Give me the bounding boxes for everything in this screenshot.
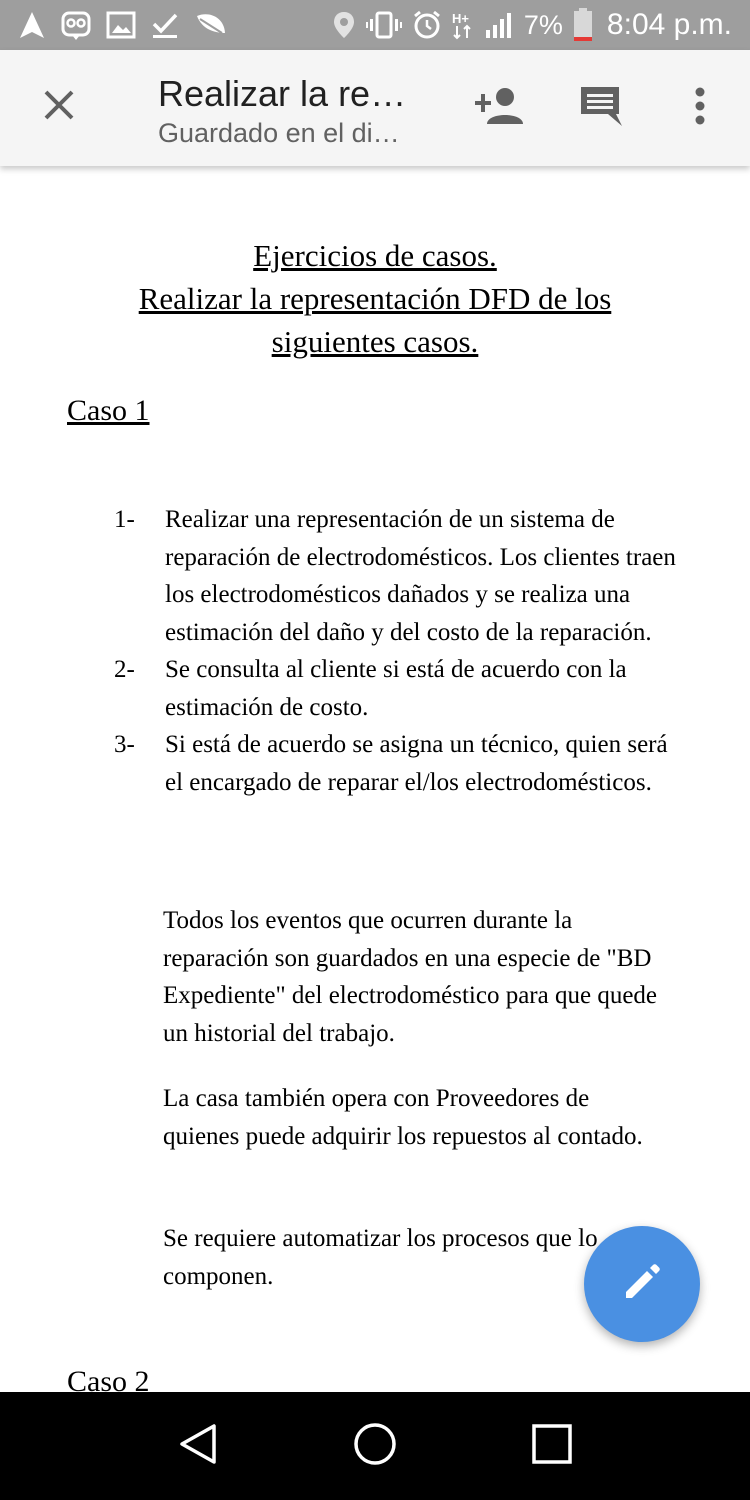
- edit-fab-button[interactable]: [584, 1226, 700, 1342]
- list-number: 1-: [114, 506, 135, 533]
- paragraph-suppliers: La casa también opera con Proveedores de quienes puede adquirir los repuestos al contado.: [163, 1085, 643, 1150]
- list-item: [114, 726, 684, 801]
- data-hplus-icon: [452, 10, 474, 40]
- alarm-icon: [412, 10, 442, 40]
- heading-line-3: siguientes casos.: [271, 324, 479, 359]
- list-number: 3-: [114, 731, 135, 758]
- system-nav-bar: [0, 1392, 750, 1500]
- comment-icon: [578, 84, 622, 133]
- list-number: 2-: [114, 656, 135, 683]
- comments-button[interactable]: [572, 80, 628, 136]
- check-done-icon: [150, 10, 180, 40]
- assistant-face-icon: [60, 9, 92, 41]
- back-triangle-icon: [178, 1423, 218, 1470]
- pencil-icon: [620, 1260, 664, 1309]
- numbered-list: [114, 501, 684, 801]
- recents-square-icon: [531, 1423, 573, 1470]
- home-circle-icon: [353, 1422, 397, 1471]
- close-icon: [42, 88, 76, 127]
- document-title: Realizar la re…: [158, 73, 407, 114]
- list-item: [114, 651, 684, 726]
- heading-line-2: Realizar la representación DFD de los: [138, 281, 612, 316]
- vibrate-icon: [366, 10, 402, 40]
- back-button[interactable]: [158, 1406, 238, 1486]
- svg-text:H+: H+: [451, 11, 469, 26]
- document-title-area[interactable]: [158, 72, 428, 150]
- status-bar: [0, 0, 750, 50]
- status-clock: 8:04 p.m.: [606, 8, 732, 41]
- app-bar: [0, 50, 750, 166]
- document-body[interactable]: [0, 166, 750, 1392]
- battery-low-icon: [573, 8, 593, 42]
- list-item: [114, 501, 684, 651]
- more-vert-icon: [694, 86, 706, 131]
- battery-percent: 7%: [523, 9, 563, 40]
- heading-line-1: Ejercicios de casos.: [253, 238, 497, 273]
- home-button[interactable]: [335, 1406, 415, 1486]
- image-icon: [106, 10, 136, 40]
- list-text: Si está de acuerdo se asigna un técnico, quien será el encargado de reparar el/los electrodomésticos.: [165, 731, 668, 796]
- leaf-icon: [194, 11, 228, 39]
- more-options-button[interactable]: [672, 80, 728, 136]
- navigation-arrow-icon: [18, 10, 46, 40]
- save-status: Guardado en el di…: [158, 118, 400, 148]
- case-2-label: Caso 2: [67, 1365, 150, 1392]
- close-button[interactable]: [30, 78, 88, 136]
- paragraph-events: Todos los eventos que ocurren durante la reparación son guardados en una especie de "BD Expediente" del electrodoméstico para que quede un historial del trabajo.: [163, 907, 658, 1047]
- recents-button[interactable]: [512, 1406, 592, 1486]
- document-heading: [0, 234, 750, 363]
- list-text: Se consulta al cliente si está de acuerdo con la estimación de costo.: [165, 656, 627, 721]
- signal-icon: [484, 10, 514, 40]
- list-text: Realizar una representación de un sistema de reparación de electrodomésticos. Los clientes traen los electrodomésticos dañados y se realiza una estimación del daño y del costo de la reparación.: [165, 506, 676, 646]
- paragraph-automation: Se requiere automatizar los procesos que lo componen.: [163, 1225, 598, 1290]
- share-button[interactable]: [472, 80, 528, 136]
- add-person-icon: [475, 86, 525, 131]
- location-pin-icon: [332, 10, 356, 40]
- case-1-label: Caso 1: [67, 394, 150, 427]
